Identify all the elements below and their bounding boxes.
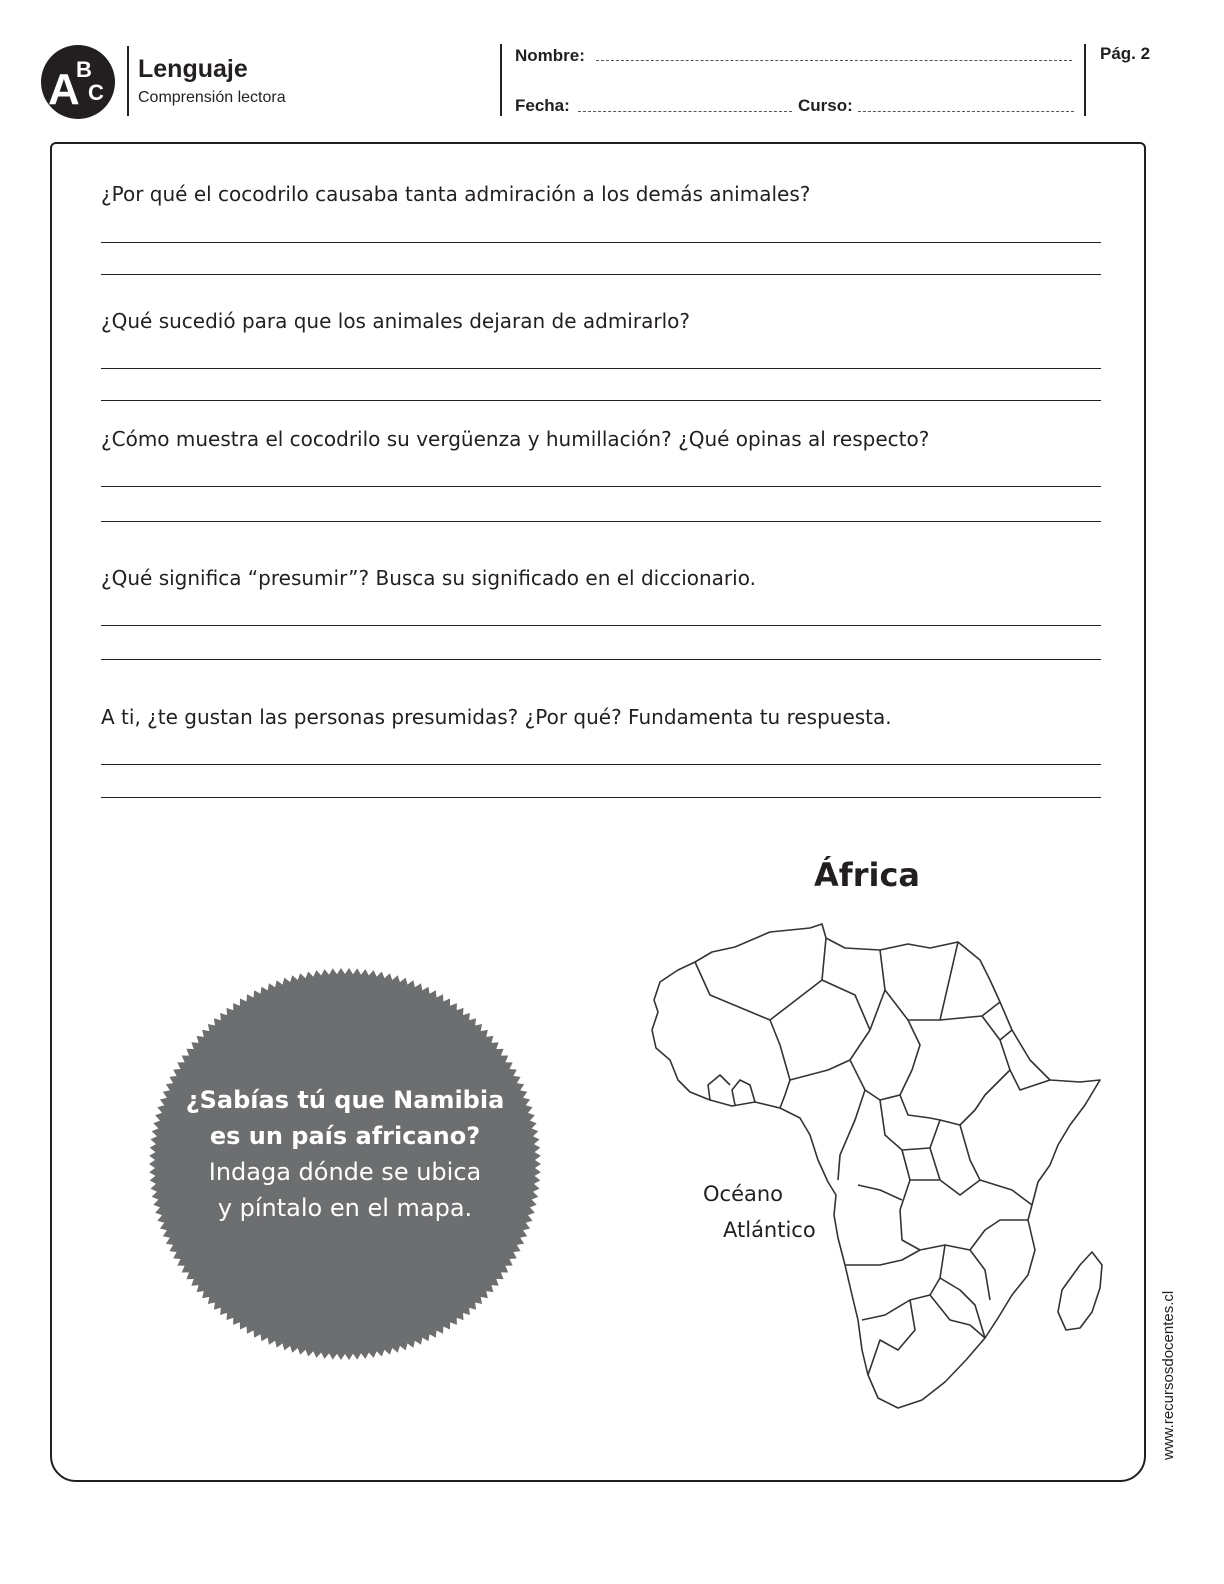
answer-line[interactable] <box>101 400 1101 401</box>
badge-line-4: y píntalo en el mapa. <box>217 1194 473 1222</box>
header-divider <box>127 46 129 116</box>
africa-outline <box>652 924 1100 1408</box>
africa-map[interactable] <box>640 920 1110 1415</box>
date-label: Fecha: <box>515 96 570 115</box>
question-4: ¿Qué significa “presumir”? Busca su significado en el diccionario. <box>101 566 756 590</box>
header-divider <box>500 44 502 116</box>
info-badge-text <box>168 1082 522 1226</box>
ocean-label-line-1: Océano <box>703 1182 784 1206</box>
answer-line[interactable] <box>101 797 1101 798</box>
answer-line[interactable] <box>101 659 1101 660</box>
website-credit[interactable]: www.recursosdocentes.cl <box>1160 1290 1177 1460</box>
subject-subtitle: Comprensión lectora <box>138 89 286 106</box>
course-label: Curso: <box>798 96 853 115</box>
course-field[interactable] <box>858 111 1074 112</box>
madagascar-outline <box>1058 1252 1102 1330</box>
answer-line[interactable] <box>101 274 1101 275</box>
abc-logo <box>40 44 116 120</box>
answer-line[interactable] <box>101 521 1101 522</box>
answer-line[interactable] <box>101 486 1101 487</box>
answer-line[interactable] <box>101 368 1101 369</box>
answer-line[interactable] <box>101 242 1101 243</box>
header-divider <box>1084 44 1086 116</box>
logo-letter-a: A <box>48 65 80 114</box>
name-field[interactable] <box>596 60 1072 61</box>
answer-line[interactable] <box>101 625 1101 626</box>
subject-title: Lenguaje <box>138 55 248 83</box>
page-number: Pág. 2 <box>1100 44 1151 63</box>
question-5: A ti, ¿te gustan las personas presumidas? ¿Por qué? Fundamenta tu respuesta. <box>101 705 892 729</box>
logo-letter-b: B <box>76 57 92 82</box>
country-borders <box>695 962 780 1045</box>
question-1: ¿Por qué el cocodrilo causaba tanta admiración a los demás animales? <box>101 182 811 206</box>
question-3: ¿Cómo muestra el cocodrilo su vergüenza y humillación? ¿Qué opinas al respecto? <box>101 427 930 451</box>
question-2: ¿Qué sucedió para que los animales dejaran de admirarlo? <box>101 309 690 333</box>
answer-line[interactable] <box>101 764 1101 765</box>
name-label: Nombre: <box>515 46 585 65</box>
badge-line-3: Indaga dónde se ubica <box>208 1158 482 1186</box>
date-field[interactable] <box>578 111 792 112</box>
ocean-label-line-2: Atlántico <box>723 1218 816 1242</box>
badge-line-2: es un país africano? <box>209 1122 481 1150</box>
badge-line-1: ¿Sabías tú que Namibia <box>185 1086 505 1114</box>
logo-letter-c: C <box>88 80 104 105</box>
map-title: África <box>814 856 920 894</box>
